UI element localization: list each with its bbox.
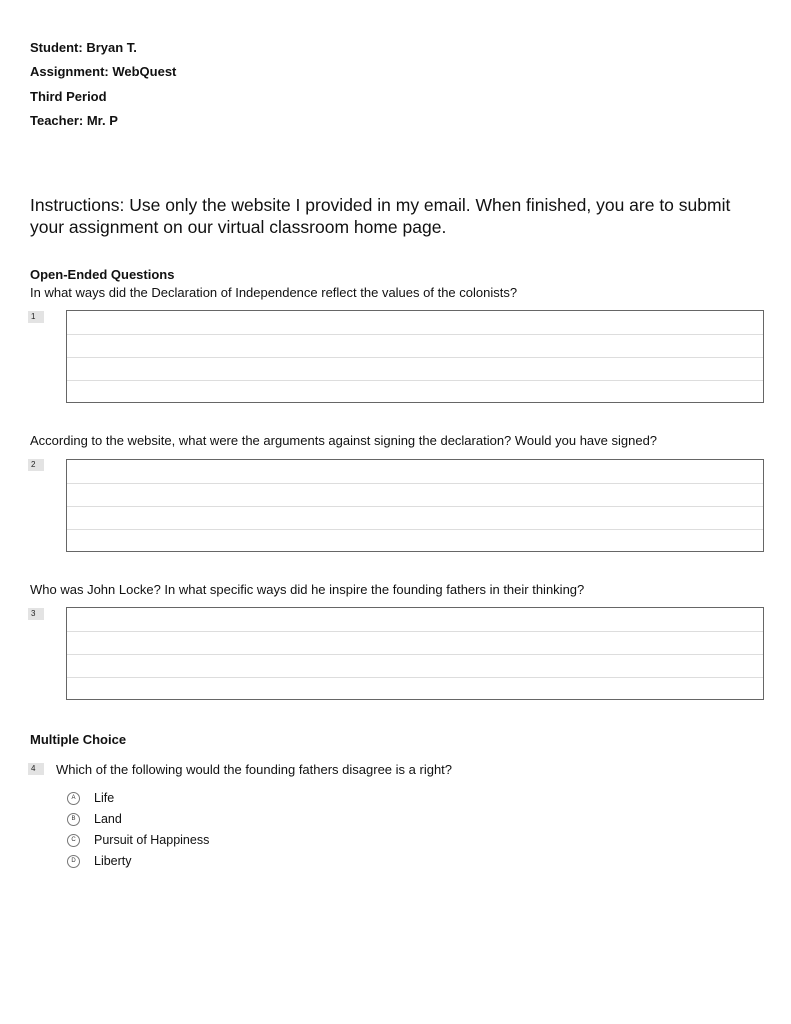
option-label: Land (94, 812, 122, 826)
question-2-text: According to the website, what were the arguments against signing the declaration? Would you have signed? (30, 433, 658, 448)
answer-line (67, 380, 763, 381)
radio-bubble-icon[interactable]: B (67, 813, 80, 826)
answer-line (67, 483, 763, 484)
teacher-name: Teacher: Mr. P (30, 113, 118, 128)
question-3-text: Who was John Locke? In what specific ways did he inspire the founding fathers in their thinking? (30, 582, 585, 597)
answer-line (67, 631, 763, 632)
question-4-number: 4 (28, 763, 44, 775)
radio-bubble-icon[interactable]: A (67, 792, 80, 805)
answer-line (67, 357, 763, 358)
assignment-name: Assignment: WebQuest (30, 64, 177, 79)
question-1-number: 1 (28, 311, 44, 323)
radio-bubble-icon[interactable]: C (67, 834, 80, 847)
multiple-choice-title: Multiple Choice (30, 732, 127, 747)
question-2-number: 2 (28, 459, 44, 471)
class-period: Third Period (30, 89, 107, 104)
answer-line (67, 529, 763, 530)
instructions-text: Instructions: Use only the website I provided in my email. When finished, you are to submit your assignment on our virtual classroom home page. (30, 195, 731, 237)
answer-line (67, 654, 763, 655)
option-label: Liberty (94, 854, 132, 868)
answer-line (67, 506, 763, 507)
open-ended-title: Open-Ended Questions (30, 267, 175, 282)
answer-line (67, 677, 763, 678)
answer-box-2[interactable] (66, 459, 764, 552)
answer-box-3[interactable] (66, 607, 764, 700)
question-4-text: Which of the following would the founding fathers disagree is a right? (56, 762, 453, 777)
answer-line (67, 334, 763, 335)
option-label: Life (94, 791, 115, 805)
radio-bubble-icon[interactable]: D (67, 855, 80, 868)
answer-box-1[interactable] (66, 310, 764, 403)
student-name: Student: Bryan T. (30, 40, 137, 55)
question-1-text: In what ways did the Declaration of Independence reflect the values of the colonists? (30, 285, 518, 300)
option-label: Pursuit of Happiness (94, 833, 210, 847)
question-3-number: 3 (28, 608, 44, 620)
